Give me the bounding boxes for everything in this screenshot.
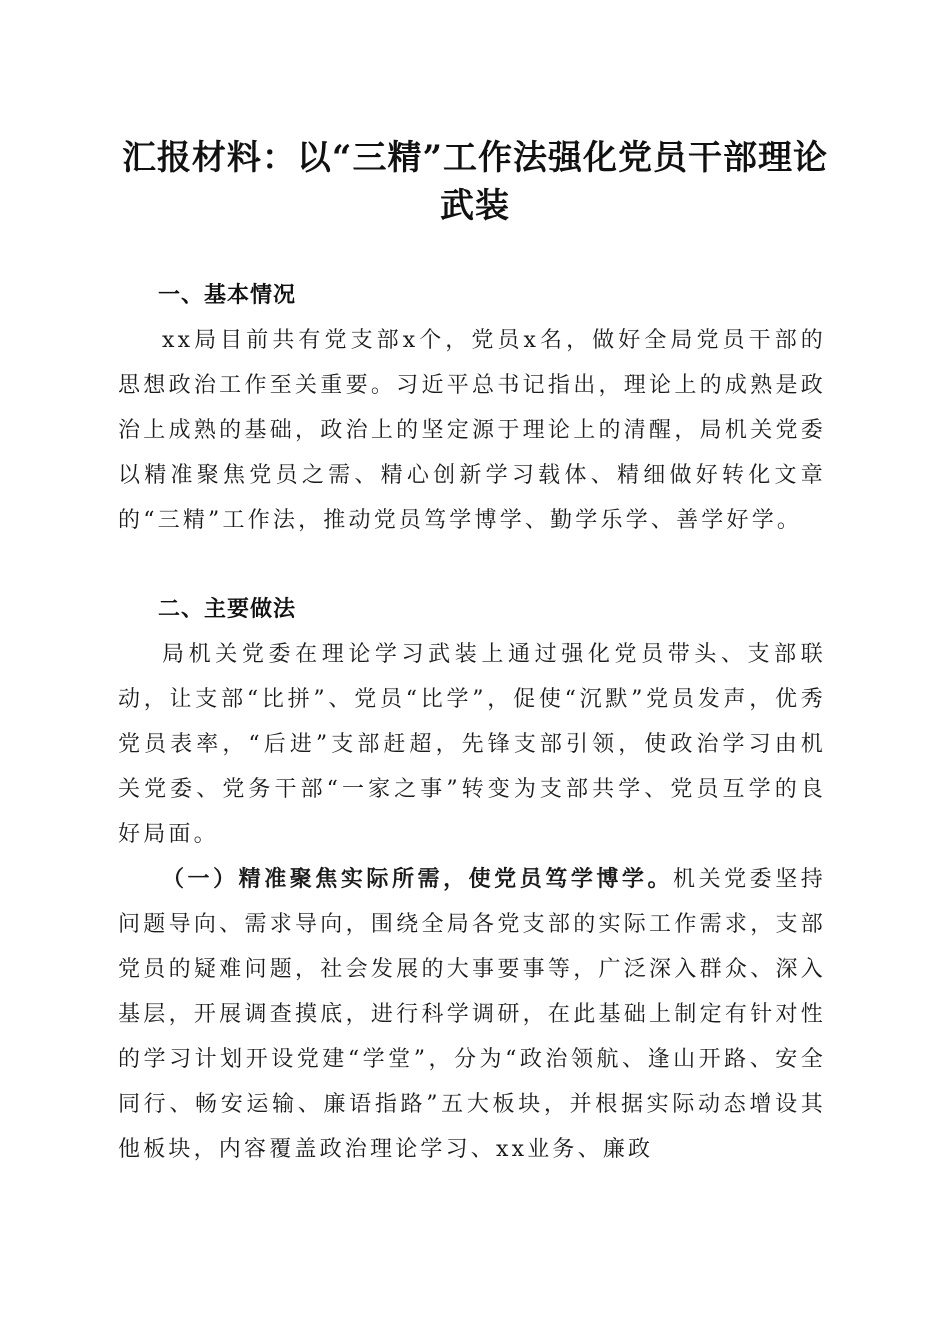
- subsection-paragraph: [118, 857, 826, 1172]
- paragraph: 局机关党委在理论学习武装上通过强化党员带头、支部联动，让支部“比拼”、党员“比学”，促使“沉默”党员发声，优秀党员表率，“后进”支部赶超，先锋支部引领，使政治学习由机关党委、党务干部“一家之事”转变为支部共学、党员互学的良好局面。: [118, 642, 826, 847]
- paragraph: xx局目前共有党支部x个，党员x名，做好全局党员干部的思想政治工作至关重要。习近平总书记指出，理论上的成熟是政治上成熟的基础，政治上的坚定源于理论上的清醒，局机关党委以精准聚焦党员之需、精心创新学习载体、精细做好转化文章的“三精”工作法，推动党员笃学博学、勤学乐学、善学好学。: [118, 328, 826, 533]
- subsection-precise-focus: [118, 857, 826, 1172]
- section-body-main-practices: [118, 632, 826, 857]
- subsection-text: 机关党委坚持问题导向、需求导向，围绕全局各党支部的实际工作需求，支部党员的疑难问题，社会发展的大事要事等，广泛深入群众、深入基层，开展调查摸底，进行科学调研，在此基础上制定有针对性的学习计划开设党建“学堂”，分为“政治领航、逢山开路、安全同行、畅安运输、廉语指路”五大板块，并根据实际动态增设其他板块，内容覆盖政治理论学习、xx业务、廉政: [118, 867, 826, 1162]
- subsection-lead: （一）精准聚焦实际所需，使党员笃学博学。: [162, 866, 674, 892]
- section-body-basic-situation: [118, 318, 826, 543]
- section-heading-basic-situation: 一、基本情况: [158, 283, 297, 308]
- section-heading-main-practices: 二、主要做法: [158, 597, 297, 622]
- document-title: 汇报材料：以“三精”工作法强化党员干部理论武装: [121, 138, 829, 226]
